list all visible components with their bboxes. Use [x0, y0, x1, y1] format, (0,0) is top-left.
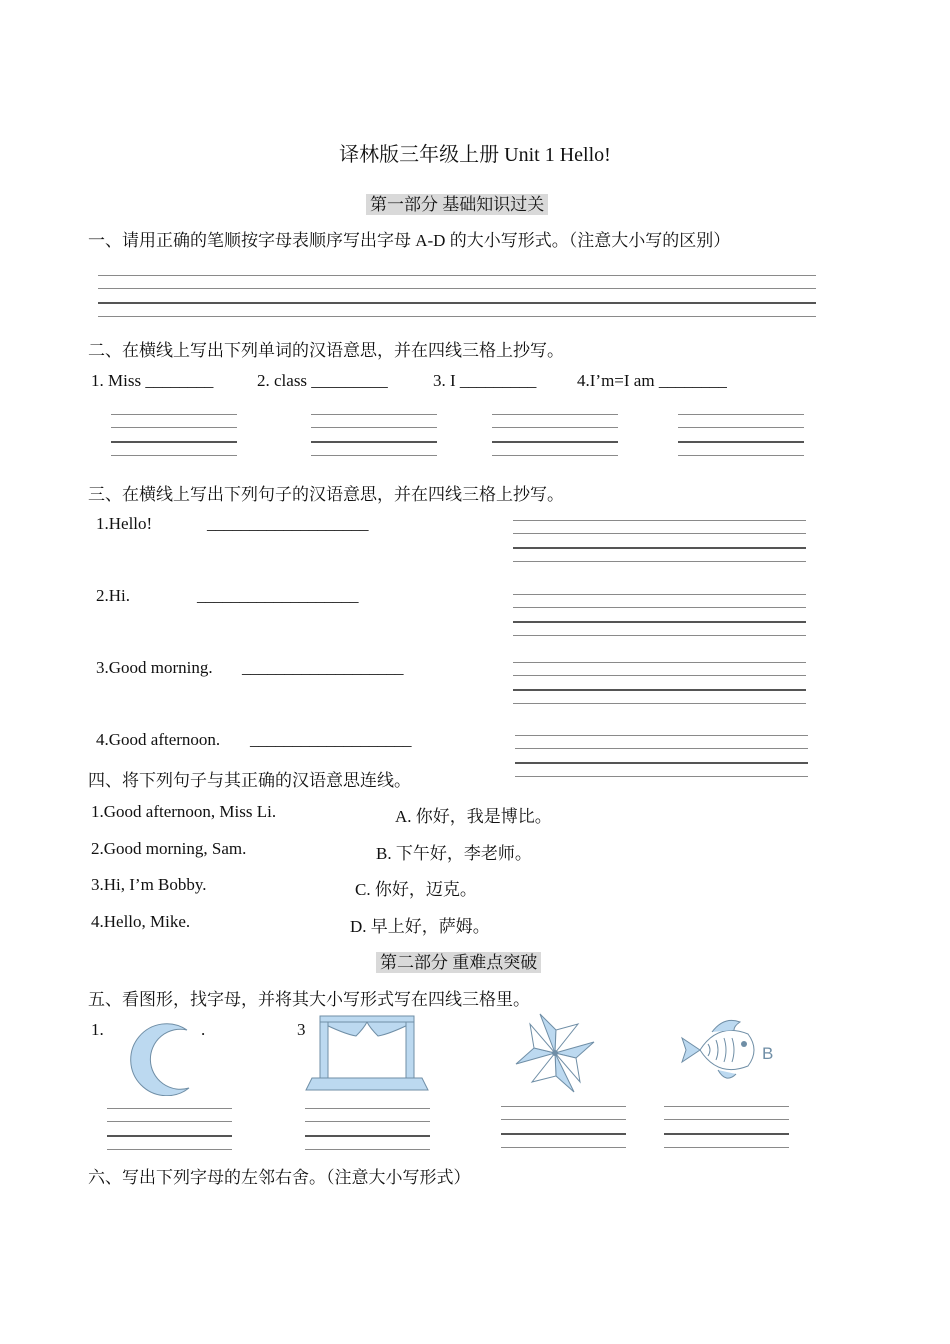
- q6-heading: 六、写出下列字母的左邻右舍。（注意大小写形式）: [88, 1168, 471, 1187]
- q2-lines-3[interactable]: [492, 414, 618, 456]
- fish-picture-icon: [678, 1014, 760, 1086]
- q3-lines-3[interactable]: [513, 662, 806, 704]
- q3-blank-4[interactable]: ___________________: [250, 730, 412, 749]
- q5-lines-2[interactable]: [305, 1108, 430, 1150]
- q2-item-2[interactable]: 2. class _________: [257, 371, 388, 390]
- q3-blank-1[interactable]: ___________________: [207, 514, 369, 533]
- q4-left-4[interactable]: 4.Hello, Mike.: [91, 912, 191, 931]
- moon-picture-icon: [125, 1018, 197, 1096]
- section-header-part2: [376, 948, 541, 973]
- q4-right-c[interactable]: C. 你好，迈克。: [355, 880, 477, 899]
- q3-sentence-1: 1.Hello!: [96, 514, 153, 533]
- page-title: 译林版三年级上册 Unit 1 Hello!: [339, 144, 611, 166]
- fish-letter-b: B: [762, 1044, 774, 1063]
- q5-lines-4[interactable]: [664, 1106, 789, 1148]
- q5-lines-1[interactable]: [107, 1108, 232, 1150]
- q1-heading: 一、请用正确的笔顺按字母表顺序写出字母 A-D 的大小写形式。（注意大小写的区别）: [88, 231, 731, 250]
- q4-right-d[interactable]: D. 早上好，萨姆。: [350, 917, 490, 936]
- q2-item-3[interactable]: 3. I _________: [433, 371, 537, 390]
- part1-label: 第一部分 基础知识过关: [366, 194, 548, 215]
- q3-heading: 三、在横线上写出下列句子的汉语意思，并在四线三格上抄写。: [88, 485, 564, 504]
- q4-left-1[interactable]: 1.Good afternoon, Miss Li.: [91, 802, 277, 821]
- q1-writing-lines[interactable]: [98, 275, 816, 317]
- q5-lines-3[interactable]: [501, 1106, 626, 1148]
- q3-lines-2[interactable]: [513, 594, 806, 636]
- q4-left-2[interactable]: 2.Good morning, Sam.: [91, 839, 247, 858]
- q3-sentence-3: 3.Good morning.: [96, 658, 213, 677]
- q2-lines-4[interactable]: [678, 414, 804, 456]
- q2-item-1[interactable]: 1. Miss ________: [91, 371, 214, 390]
- q2-heading: 二、在横线上写出下列单词的汉语意思，并在四线三格上抄写。: [88, 341, 564, 360]
- q3-lines-1[interactable]: [513, 520, 806, 562]
- q5-dot: .: [201, 1020, 206, 1039]
- curtain-stage-picture-icon: [304, 1014, 430, 1092]
- q3-sentence-4: 4.Good afternoon.: [96, 730, 221, 749]
- pinwheel-picture-icon: [512, 1010, 598, 1096]
- q3-blank-3[interactable]: ___________________: [242, 658, 404, 677]
- q5-number-3: 3: [297, 1020, 306, 1039]
- q3-lines-4[interactable]: [515, 735, 808, 777]
- q3-sentence-2: 2.Hi.: [96, 586, 130, 605]
- q4-heading: 四、将下列句子与其正确的汉语意思连线。: [88, 771, 411, 790]
- q2-lines-1[interactable]: [111, 414, 237, 456]
- part2-label: 第二部分 重难点突破: [376, 952, 541, 973]
- q4-right-b[interactable]: B. 下午好，李老师。: [376, 844, 532, 863]
- q3-blank-2[interactable]: ___________________: [197, 586, 359, 605]
- section-header-part1: [366, 190, 548, 215]
- q2-item-4[interactable]: 4.I’m=I am ________: [577, 371, 727, 390]
- q5-heading: 五、看图形，找字母，并将其大小写形式写在四线三格里。: [88, 990, 530, 1009]
- q2-lines-2[interactable]: [311, 414, 437, 456]
- q4-right-a[interactable]: A. 你好，我是博比。: [395, 807, 552, 826]
- q5-number-1: 1.: [91, 1020, 104, 1039]
- q4-left-3[interactable]: 3.Hi, I’m Bobby.: [91, 875, 207, 894]
